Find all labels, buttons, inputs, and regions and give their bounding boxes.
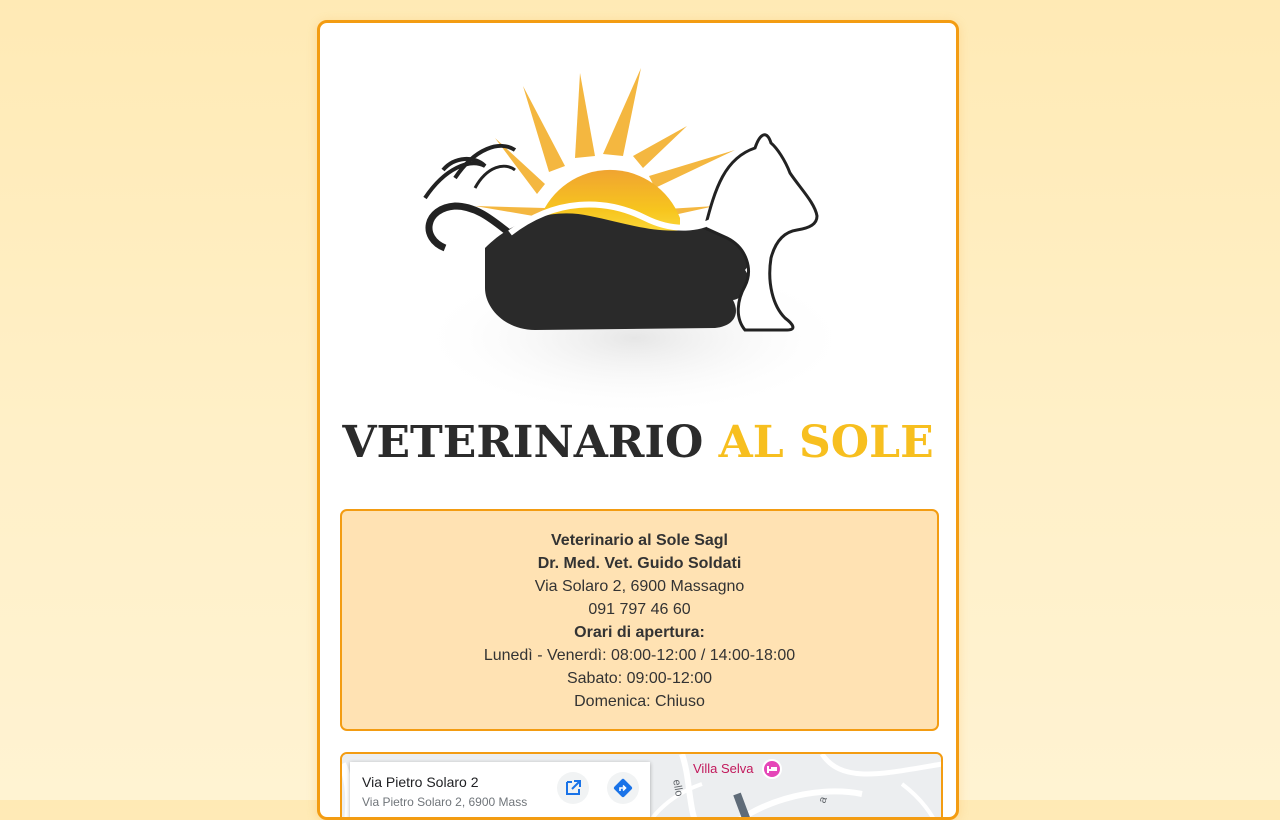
place-info-card[interactable] [350, 762, 650, 820]
place-title: Via Pietro Solaro 2 [362, 774, 479, 790]
hours-weekdays: Lunedì - Venerdì: 08:00-12:00 / 14:00-18:00 [483, 647, 796, 664]
google-map-embed[interactable] [340, 752, 943, 820]
veterinario-logo-image [415, 38, 865, 423]
doctor-name: Dr. Med. Vet. Guido Soldati [537, 555, 742, 572]
hours-sunday: Domenica: Chiuso [574, 693, 705, 710]
place-subtitle: Via Pietro Solaro 2, 6900 Mass [362, 795, 528, 809]
road-label: ello [670, 778, 685, 798]
clinic-info-box [340, 509, 939, 731]
logo-word-al-sole: AL SOLE [718, 417, 934, 468]
directions-button[interactable] [607, 772, 639, 804]
open-in-maps-button[interactable] [557, 772, 589, 804]
logo-wordmark [320, 417, 956, 468]
opening-hours-title: Orari di apertura: [574, 624, 705, 641]
clinic-phone: 091 797 46 60 [588, 601, 691, 618]
clinic-address: Via Solaro 2, 6900 Massagno [534, 578, 745, 595]
hotel-icon[interactable] [762, 759, 782, 779]
poi-label-villa-selva[interactable]: Villa Selva [693, 761, 754, 776]
logo-word-veterinario: VETERINARIO [342, 417, 704, 468]
main-card [317, 20, 959, 820]
road-label: a [816, 795, 830, 805]
directions-icon [613, 778, 633, 798]
hours-saturday: Sabato: 09:00-12:00 [566, 670, 712, 687]
company-name: Veterinario al Sole Sagl [551, 532, 728, 549]
open-in-new-icon [564, 779, 582, 797]
